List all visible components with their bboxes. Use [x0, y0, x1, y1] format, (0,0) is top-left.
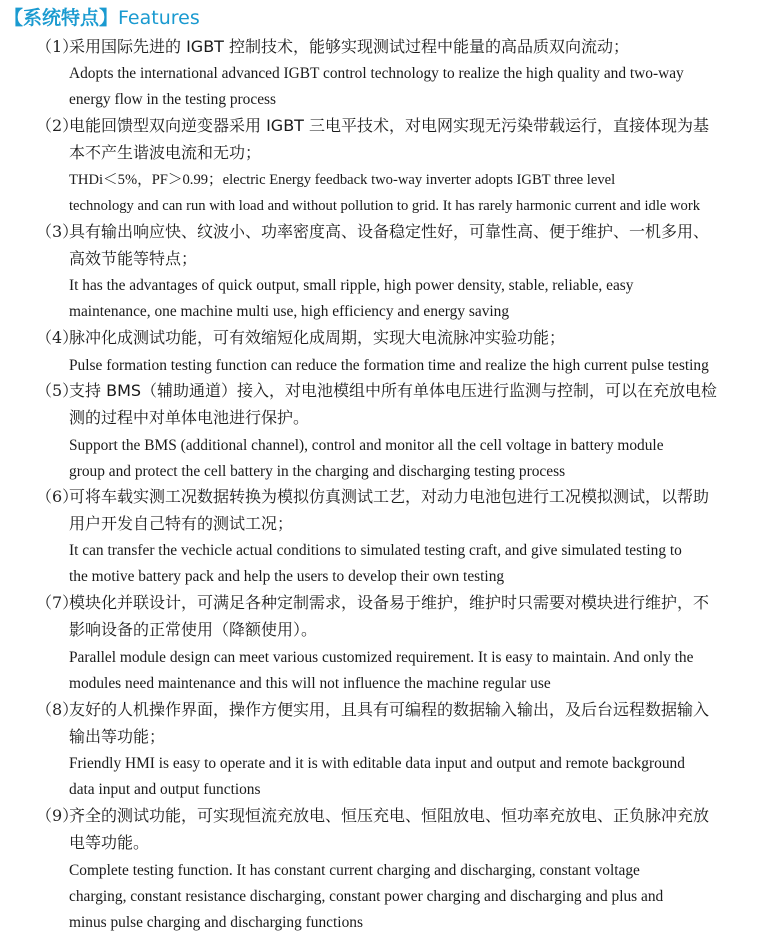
item-cn-line: 具有输出响应快、纹波小、功率密度高、设备稳定性好，可靠性高、便于维护、一机多用、 [69, 222, 710, 241]
item-cn-line: 电等功能。 [69, 833, 150, 852]
item-cn-line: 高效节能等特点； [69, 249, 198, 268]
item-number: （9） [36, 806, 79, 825]
item-cn-line: 电能回馈型双向逆变器采用 IGBT 三电平技术，对电网实现无污染带载运行，直接体现为基 [69, 116, 710, 135]
item-en-line: Parallel module design can meet various customized requirement. It is easy to maintain. And only the [69, 649, 694, 666]
item-cn-line: 友好的人机操作界面，操作方便实用，且具有可编程的数据输入输出，及后台远程数据输入 [69, 700, 710, 719]
item-cn-line: 影响设备的正常使用（降额使用）。 [69, 620, 318, 639]
item-cn-line: 支持 BMS（辅助通道）接入，对电池模组中所有单体电压进行监测与控制，可以在充放电检 [69, 381, 718, 400]
item-en-line: Complete testing function. It has constant current charging and discharging, constant voltage [69, 862, 640, 879]
item-en-line: Pulse formation testing function can reduce the formation time and realize the high current pulse testing [69, 357, 709, 374]
item-en-line: It has the advantages of quick output, small ripple, high power density, stable, reliable, easy [69, 277, 634, 294]
item-cn-line: 输出等功能； [69, 727, 166, 746]
item-number: （4） [36, 328, 79, 347]
item-en-line: It can transfer the vechicle actual conditions to simulated testing craft, and give simulated testing to [69, 542, 682, 559]
heading-cn: 【系统特点】 [4, 7, 119, 29]
item-en-line: technology and can run with load and without pollution to grid. It has rarely harmonic current and idle work [69, 198, 701, 214]
item-number: （6） [36, 487, 79, 506]
item-en-line: data input and output functions [69, 781, 261, 798]
item-cn-line: 脉冲化成测试功能，可有效缩短化成周期，实现大电流脉冲实验功能； [69, 328, 566, 347]
item-number: （3） [36, 222, 79, 241]
item-number: （5） [36, 381, 79, 400]
item-cn-line: 测的过程中对单体电池进行保护。 [69, 408, 310, 427]
item-number: （1） [36, 37, 79, 56]
item-en-line: Support the BMS (additional channel), control and monitor all the cell voltage in battery module [69, 437, 664, 454]
item-cn-line: 用户开发自己特有的测试工况； [69, 514, 294, 533]
item-number: （7） [36, 593, 79, 612]
item-en-line: minus pulse charging and discharging functions [69, 914, 363, 931]
item-number: （8） [36, 700, 79, 719]
item-en-line: charging, constant resistance discharging, constant power charging and discharging and plus and [69, 888, 664, 905]
item-en-line: Friendly HMI is easy to operate and it is with editable data input and output and remote background [69, 755, 685, 772]
item-en-line: THDi＜5%，PF＞0.99；electric Energy feedback two-way inverter adopts IGBT three level [69, 172, 616, 188]
item-number: （2） [36, 116, 79, 135]
item-en-line: energy flow in the testing process [69, 91, 277, 108]
item-cn-line: 模块化并联设计，可满足各种定制需求，设备易于维护，维护时只需要对模块进行维护，不 [69, 593, 710, 612]
item-cn-line: 齐全的测试功能，可实现恒流充放电、恒压充电、恒阻放电、恒功率充放电、正负脉冲充放 [69, 806, 710, 825]
item-cn-line: 可将车载实测工况数据转换为模拟仿真测试工艺，对动力电池包进行工况模拟测试，以帮助 [69, 487, 710, 506]
item-cn-line: 采用国际先进的 IGBT 控制技术，能够实现测试过程中能量的高品质双向流动； [69, 37, 630, 56]
item-en-line: group and protect the cell battery in the charging and discharging testing process [69, 463, 566, 480]
item-en-line: modules need maintenance and this will not influence the machine regular use [69, 675, 551, 692]
heading-en: Features [118, 7, 200, 29]
item-en-line: the motive battery pack and help the users to develop their own testing [69, 568, 505, 585]
item-en-line: maintenance, one machine multi use, high efficiency and energy saving [69, 303, 510, 320]
item-cn-line: 本不产生谐波电流和无功； [69, 143, 262, 162]
section-heading [4, 4, 200, 32]
item-en-line: Adopts the international advanced IGBT control technology to realize the high quality and two-way [69, 65, 684, 82]
